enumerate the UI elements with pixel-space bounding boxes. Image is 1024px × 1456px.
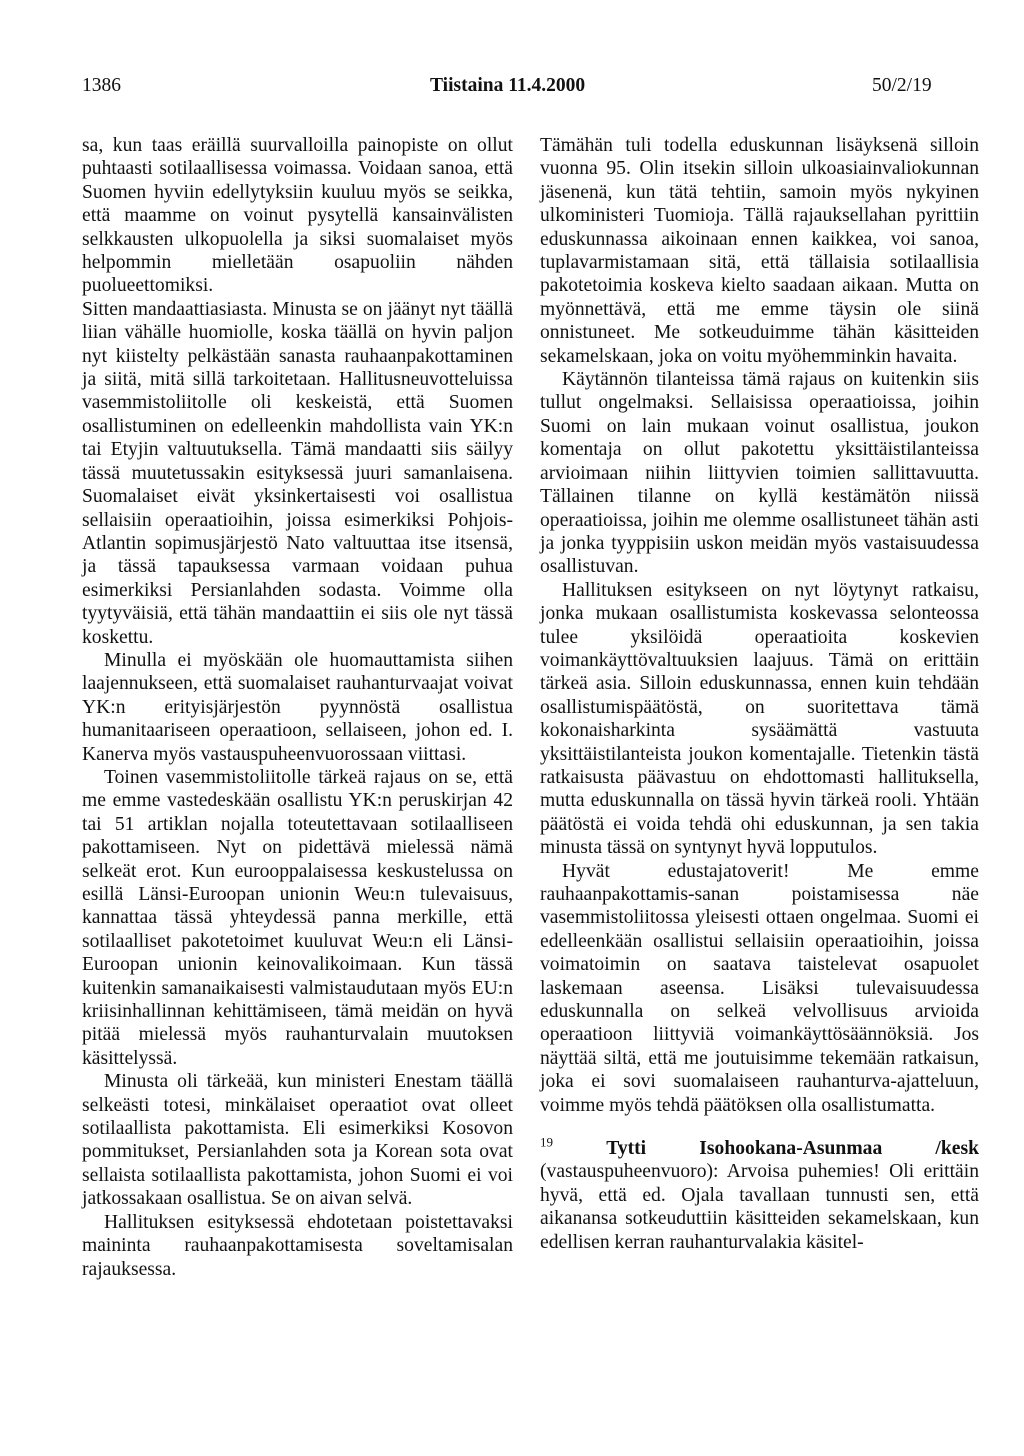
paragraph: Käytännön tilanteissa tämä rajaus on kuitenkin siis tullut ongelmaksi. Sellaisissa operaatioissa, joihin Suomi on lain mukaan voinut osallistua, joukon komentaja on ollut pakotettu yksittäistilanteissa arvioimaan niihin liittyvien toimien sallittavuutta. Tällainen tilanne on kyllä kestämätön niissä operaatioissa, joihin me olemme osallistuneet tähän asti ja jonka tyyppisiin uskon meidän myös vastaisuudessa osallistuvan. [540,369,979,578]
session-date: Tiistaina 11.4.2000 [430,75,586,96]
right-column [540,134,979,1254]
speech-entry [540,1134,979,1254]
page-number: 1386 [82,75,121,96]
speech-number: 19 [540,1134,553,1150]
paragraph: Minulla ei myöskään ole huomauttamista siihen laajennukseen, että suomalaiset rauhanturvaajat voivat YK:n erityisjärjestön pyynnöstä osallistua humanitaariseen operaatioon, sellaiseen, johon ed. I. Kanerva myös vastauspuheenvuorossaan viittasi. [82,649,513,765]
document-reference: 50/2/19 [872,75,932,96]
paragraph: Hallituksen esitykseen on nyt löytynyt ratkaisu, jonka mukaan osallistumista koskevassa selonteossa tulee yksilöidä operaatioita koskevien voimankäyttövaltuuksien laajuus. Tämä on erittäin tärkeä asia. Silloin eduskunnassa, ennen kuin tehdään osallistumispäätöstä, on suoritettava tämä kokonaisharkinta sysäämättä vastuuta yksittäistilanteista joukon komentajalle. Tietenkin tästä ratkaisusta päävastuu on ehdottomasti hallituksella, mutta eduskunnalla on tässä hyvin tärkeä rooli. Yhtään päätöstä ei voida tehdä ohi eduskunnan, ja sen takia minusta tässä on syntynyt hyvä lopputulos. [540,579,979,859]
paragraph: Toinen vasemmistoliitolle tärkeä rajaus on se, että me emme vastedeskään osallistu YK:n peruskirjan 42 tai 51 artiklan nojalla toteutettavaan sotilaalliseen pakottamiseen. Nyt on pidettävä mielessä nämä selkeät erot. Kun eurooppalaisessa keskustelussa on esillä Länsi-Euroopan unionin Weu:n tulevaisuus, kannattaa tässä yhteydessä panna merkille, että sotilaalliset pakotetoimet kuuluvat Weu:n eli Länsi-Euroopan unionin keinovalikoimaan. Kun tässä kuitenkin samanaikaisesti valmistaudutaan myös EU:n kriisinhallinnan kehittämiseen, tämä meidän on hyvä pitää mielessä myös rauhanturvalain muutoksen käsittelyssä. [82,766,513,1069]
page-header [0,75,1024,105]
paragraph: Tämähän tuli todella eduskunnan lisäyksenä silloin vuonna 95. Olin itsekin silloin ulkoasiainvaliokunnan jäsenenä, kun tätä tehtiin, samoin myös nykyinen ulkoministeri Tuomioja. Tällä rajauksellahan pyrittiin eduskunnassa aikoinaan ennen kaikkea, voi sanoa, tuplavarmistamaan sitä, että tällaisia sotilaallisia pakotetoimia koskeva kielto saadaan aikaan. Mutta on myönnettävä, että me emme täysin ole siinä onnistuneet. Me sotkeuduimme tähän käsitteiden sekamelskaan, joka on voitu myöhemminkin havaita. [540,135,979,367]
paragraph: sa, kun taas eräillä suurvalloilla painopiste on ollut puhtaasti sotilaallisessa voimassa. Voidaan sanoa, että Suomen hyviin edellytyksiin kuuluu myös se seikka, että maamme on voinut pysytellä kansainvälisten selkkausten ulkopuolella ja siksi suomalaiset myös helpommin mielletään osapuoliin nähden puolueettomiksi. [82,135,513,297]
paragraph: Hallituksen esityksessä ehdotetaan poistettavaksi maininta rauhaanpakottamisesta soveltamisalan rajauksessa. [82,1211,513,1280]
paragraph: Minusta oli tärkeää, kun ministeri Enestam täällä selkeästi totesi, minkälaiset operaatiot ovat olleet sotilaallista pakottamista. Eli esimerkiksi Kosovon pommitukset, Persianlahden sota ja Korean sota ovat sellaista sotilaallista pakottamista, johon Suomi ei voi jatkossakaan osallistua. Se on aivan selvä. [82,1071,513,1210]
paragraph: Sitten mandaattiasiasta. Minusta se on jäänyt nyt täällä liian vähälle huomiolle, koska täällä on hyvin paljon nyt kiistelty pelkästään sanasta rauhaanpakottaminen ja siitä, mitä sillä tarkoitetaan. Hallitusneuvotteluissa vasemmistoliitolle oli keskeistä, että Suomen osallistuminen on edelleenkin mahdollista vain YK:n tai Etyjin valtuutuksella. Tämä mandaatti siis säilyy tässä muutetussakin esityksessä juuri samanlaisena. Suomalaiset eivät yksinkertaisesti voi osallistua sellaisiin operaatioihin, joissa esimerkiksi Pohjois-Atlantin sopimusjärjestö Nato valtuuttaa itse itsensä, ja tässä tapauksessa varmaan voidaan puhua esimerkiksi Persianlahden sodasta. Voimme olla tyytyväisiä, että tähän mandaattiin ei siis ole nyt tässä koskettu. [82,298,513,648]
speaker-name: Tytti Isohookana-Asunmaa /kesk [606,1138,979,1160]
left-column [82,134,513,1281]
paragraph: Hyvät edustajatoverit! Me emme rauhaanpakottamis-sanan poistamisessa näe vasemmistoliitossa yleisesti ottaen ongelmaa. Suomi ei edelleenkään osallistui sellaisiin operaatioihin, joissa voimatoimin on saatava taistelevat osapuolet laskemaan aseensa. Lisäksi tulevaisuudessa eduskunnalla on selkeä velvollisuus arvioida operaatioon liittyviä voimankäyttösäännöksiä. Jos näyttää siltä, että me joutuisimme tekemään ratkaisun, joka ei sovi suomalaiseen rauhanturva-ajatteluun, voimme myös tehdä päätöksen olla osallistumatta. [540,860,979,1116]
speech-text: (vastauspuheenvuoro): Arvoisa puhemies! Oli erittäin hyvä, että ed. Ojala tavallaan tunnusti sen, että aikanansa sotkeuduttiin käsitteiden sekamelskaan, kun edellisen kerran rauhanturvalakia käsitel- [540,1161,979,1253]
